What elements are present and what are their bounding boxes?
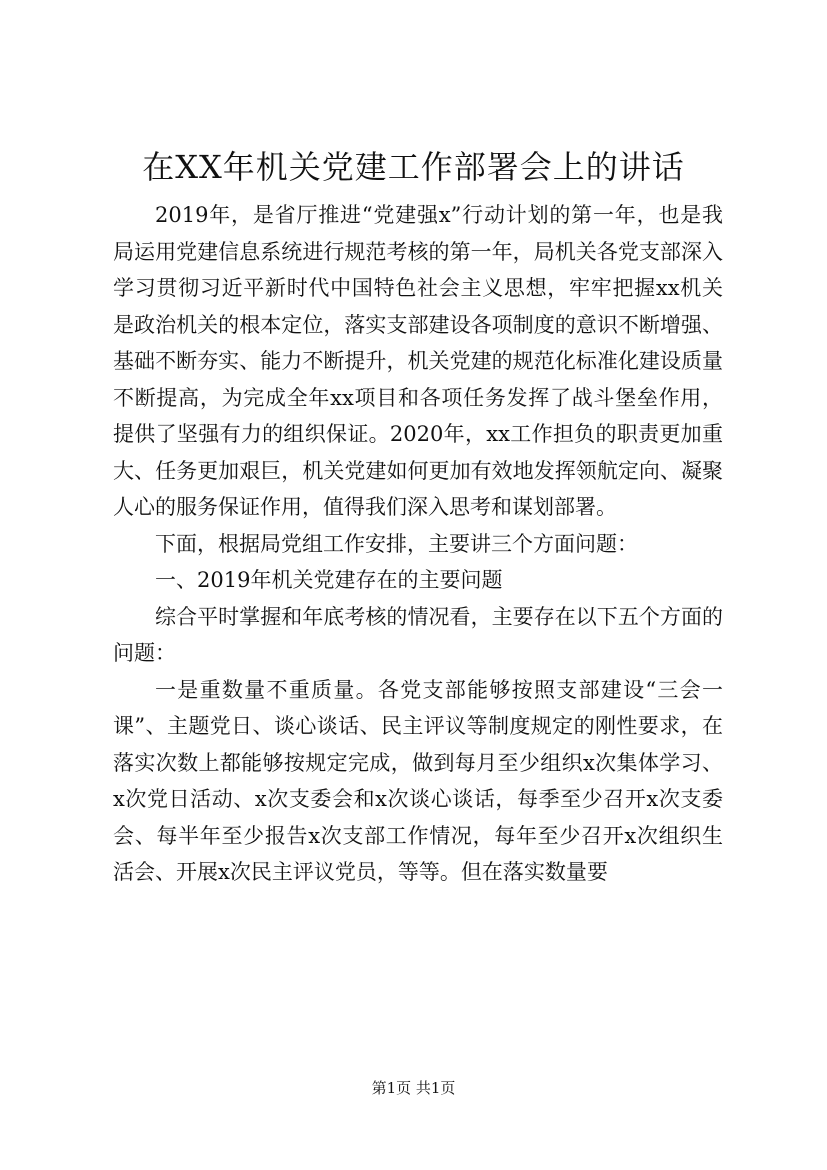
section-heading-1: 一、2019年机关党建存在的主要问题: [155, 568, 503, 592]
page-footer: 第1页 共1页: [371, 1079, 456, 1097]
document-title: 在XX年机关党建工作部署会上的讲话: [142, 148, 685, 186]
paragraph-outline: 下面，根据局党组工作安排，主要讲三个方面问题：: [155, 531, 638, 556]
paragraph-summary: 综合平时掌握和年底考核的情况看，主要存在以下五个方面的问题：: [113, 604, 723, 665]
document-body: [113, 197, 723, 891]
paragraph-intro: 2019年，是省厅推进“党建强x”行动计划的第一年，也是我局运用党建信息系统进行规范考核的第一年，局机关各党支部深入学习贯彻习近平新时代中国特色社会主义思想，牢牢把握xx机关是政治机关的根本定位，落实支部建设各项制度的意识不断增强、基础不断夯实、能力不断提升，机关党建的规范化标准化建设质量不断提高，为完成全年xx项目和各项任务发挥了战斗堡垒作用，提供了坚强有力的组织保证。2020年，xx工作担负的职责更加重大、任务更加艰巨，机关党建如何更加有效地发挥领航定向、凝聚人心的服务保证作用，值得我们深入思考和谋划部署。: [113, 203, 723, 519]
paragraph-problem-1: 一是重数量不重质量。各党支部能够按照支部建设“三会一课”、主题党日、谈心谈话、民主评议等制度规定的刚性要求，在落实次数上都能够按规定完成，做到每月至少组织x次集体学习、x次党日活动、x次支委会和x次谈心谈话，每季至少召开x次支委会、每半年至少报告x次支部工作情况，每年至少召开x次组织生活会、开展x次民主评议党员，等等。但在落实数量要: [113, 677, 723, 884]
